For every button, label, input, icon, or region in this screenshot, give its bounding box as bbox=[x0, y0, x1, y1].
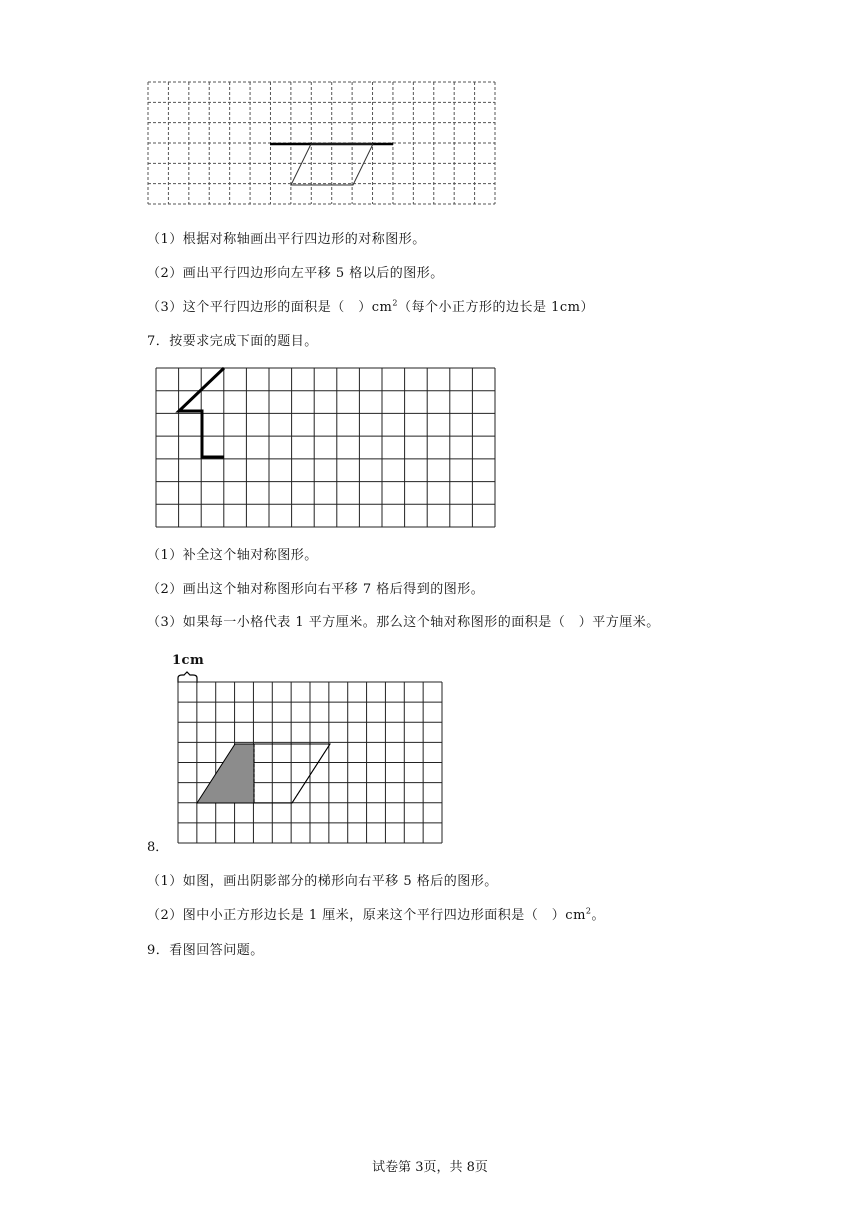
q8-sub2-text: （2）图中小正方形边长是 1 厘米，原来这个平行四边形面积是（ ）cm bbox=[147, 908, 586, 923]
q6-sub3-note: （每个小正方形的边长是 1cm） bbox=[397, 300, 594, 315]
scale-bracket bbox=[178, 672, 197, 683]
q6-sub3 bbox=[147, 299, 594, 317]
q7-sub3: （3）如果每一小格代表 1 平方厘米。那么这个轴对称图形的面积是（ ）平方厘米。 bbox=[147, 615, 660, 630]
q6-sub3-text: （3）这个平行四边形的面积是（ ）cm bbox=[147, 300, 393, 315]
parallelogram-right-part bbox=[254, 744, 330, 803]
q9-title: 9．看图回答问题。 bbox=[147, 943, 264, 958]
q8-sub2-unit-power: 2 bbox=[585, 906, 592, 916]
figure-q7-grid bbox=[154, 366, 497, 529]
q6-sub2: （2）画出平行四边形向左平移 5 格以后的图形。 bbox=[147, 266, 444, 281]
q8-sub2-end: 。 bbox=[591, 908, 606, 923]
q6-sub1: （1）根据对称轴画出平行四边形的对称图形。 bbox=[147, 232, 426, 247]
q6-sub3-unit-power: 2 bbox=[392, 298, 398, 308]
scale-label: 1cm bbox=[172, 653, 205, 668]
q8-sub1: （1）如图，画出阴影部分的梯形向右平移 5 格后的图形。 bbox=[147, 874, 498, 889]
q8-number: 8． bbox=[147, 840, 169, 855]
q7-title: 7．按要求完成下面的题目。 bbox=[147, 334, 318, 349]
figure-dashed-grid bbox=[146, 81, 498, 206]
q7-sub2: （2）画出这个轴对称图形向右平移 7 格后得到的图形。 bbox=[147, 582, 485, 597]
page-footer: 试卷第 3页，共 8页 bbox=[372, 1160, 488, 1175]
q7-sub1: （1）补全这个轴对称图形。 bbox=[147, 548, 318, 563]
parallelogram-right-edge bbox=[292, 744, 330, 803]
shaded-trapezoid bbox=[197, 744, 254, 803]
q8-sub2 bbox=[147, 907, 605, 925]
figure-q8-grid bbox=[170, 670, 446, 850]
